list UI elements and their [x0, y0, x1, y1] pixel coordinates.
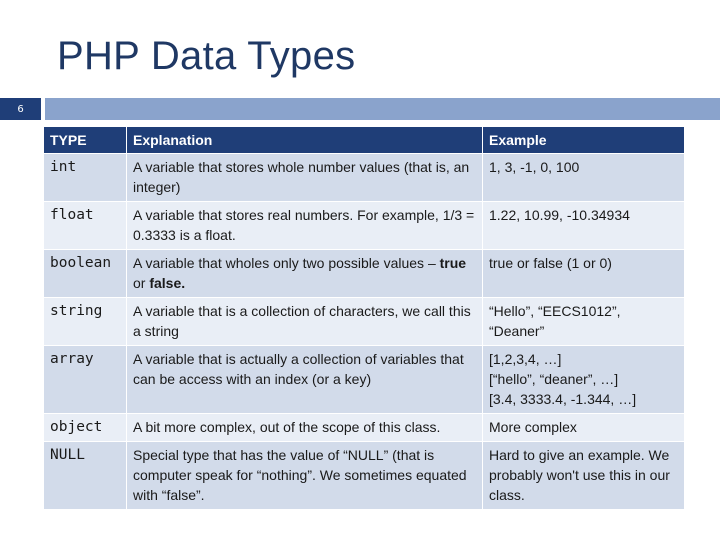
type-cell: array: [44, 346, 127, 414]
explanation-cell: A variable that is actually a collection of variables that can be access with an index (or a key): [127, 346, 483, 414]
example-cell: “Hello”, “EECS1012”, “Deaner”: [483, 298, 685, 346]
explanation-cell: Special type that has the value of “NULL” (that is computer speak for “nothing”. We sometimes equated with “false”.: [127, 442, 483, 510]
header-example: Example: [483, 127, 685, 154]
explanation-text: A variable that wholes only two possible values –: [133, 255, 436, 271]
type-cell: float: [44, 202, 127, 250]
explanation-cell: A variable that is a collection of characters, we call this a string: [127, 298, 483, 346]
example-cell: Hard to give an example. We probably won't use this in our class.: [483, 442, 685, 510]
header-explanation: Explanation: [127, 127, 483, 154]
explanation-cell: A variable that stores whole number values (that is, an integer): [127, 154, 483, 202]
example-cell: More complex: [483, 414, 685, 442]
header-type: TYPE: [44, 127, 127, 154]
example-cell: [483, 346, 685, 414]
example-cell: true or false (1 or 0): [483, 250, 685, 298]
example-cell: 1.22, 10.99, -10.34934: [483, 202, 685, 250]
header-bar: [45, 98, 720, 120]
type-cell: NULL: [44, 442, 127, 510]
type-cell: object: [44, 414, 127, 442]
explanation-cell: A bit more complex, out of the scope of this class.: [127, 414, 483, 442]
data-types-table: [43, 126, 685, 510]
page-title: PHP Data Types: [57, 34, 356, 78]
table-row: [44, 154, 685, 202]
table-row: [44, 298, 685, 346]
type-cell: boolean: [44, 250, 127, 298]
table-header-row: [44, 127, 685, 154]
table-row: [44, 442, 685, 510]
explanation-cell: [127, 250, 483, 298]
table-row: [44, 202, 685, 250]
table-row: [44, 250, 685, 298]
example-line: [1,2,3,4, …]: [489, 351, 562, 367]
example-line: [3.4, 3333.4, -1.344, …]: [489, 391, 637, 407]
type-cell: string: [44, 298, 127, 346]
slide-number: 6: [0, 98, 41, 120]
true-keyword: true: [439, 255, 467, 271]
example-cell: 1, 3, -1, 0, 100: [483, 154, 685, 202]
false-keyword: false.: [149, 275, 186, 291]
type-cell: int: [44, 154, 127, 202]
table-row: [44, 414, 685, 442]
or-text: or: [133, 275, 146, 291]
example-line: [“hello”, “deaner”, …]: [489, 371, 619, 387]
table-row: [44, 346, 685, 414]
explanation-cell: A variable that stores real numbers. For example, 1/3 = 0.3333 is a float.: [127, 202, 483, 250]
